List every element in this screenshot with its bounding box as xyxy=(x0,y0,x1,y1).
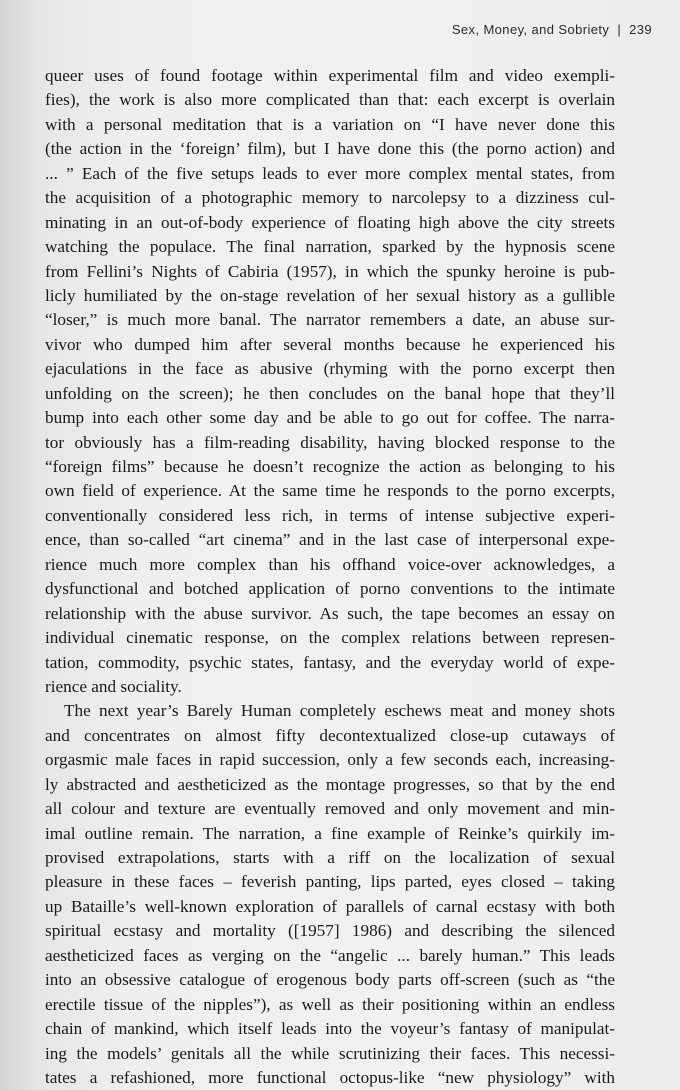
text-line: vivor who dumped him after several months because he experienced his xyxy=(45,334,615,354)
text-line: aestheticized faces as verging on the “angelic ... barely human.” This leads xyxy=(45,945,615,965)
text-line: spiritual ecstasy and mortality ([1957] 1986) and describing the silenced xyxy=(45,921,615,941)
running-head xyxy=(452,22,652,37)
text-line: the acquisition of a photographic memory to narcolepsy to a dizziness cul- xyxy=(45,188,615,208)
body-text xyxy=(45,64,615,1090)
text-line: fies), the work is also more complicated than that: each excerpt is overlain xyxy=(45,90,615,110)
text-line: bump into each other some day and be able to go out for coffee. The narra- xyxy=(45,408,615,428)
text-line: imal outline remain. The narration, a fine example of Reinke’s quirkily im- xyxy=(45,823,615,843)
text-line: up Bataille’s well-known exploration of parallels of carnal ecstasy with both xyxy=(45,896,615,916)
text-line: ence, than so-called “art cinema” and in the last case of interpersonal expe- xyxy=(45,530,615,550)
text-line: provised extrapolations, starts with a riff on the localization of sexual xyxy=(45,848,615,867)
text-line: “foreign films” because he doesn’t recognize the action as belonging to his xyxy=(45,457,615,476)
text-line: The next year’s Barely Human completely eschews meat and money shots xyxy=(64,701,615,721)
text-line: tation, commodity, psychic states, fantasy, and the everyday world of expe- xyxy=(45,652,615,672)
text-line: with a personal meditation that is a variation on “I have never done this xyxy=(45,114,615,134)
text-line: queer uses of found footage within experimental film and video exempli- xyxy=(45,66,615,85)
text-line: (the action in the ‘foreign’ film), but I have done this (the porno action) and xyxy=(45,139,615,159)
text-line: tates a refashioned, more functional octopus-like “new physiology” with xyxy=(45,1067,615,1087)
text-line: rience much more complex than his offhand voice-over acknowledges, a xyxy=(45,554,615,574)
text-line: ing the models’ genitals all the while scrutinizing their faces. This necessi- xyxy=(45,1043,615,1063)
text-line: unfolding on the screen); he then concludes on the banal hope that they’ll xyxy=(45,383,615,403)
text-line: watching the populace. The final narration, sparked by the hypnosis scene xyxy=(45,237,615,257)
text-line: tor obviously has a film-reading disability, having blocked response to the xyxy=(45,432,615,452)
header-separator: | xyxy=(617,22,622,37)
text-line: into an obsessive catalogue of erogenous body parts off-screen (such as “the xyxy=(45,970,615,990)
text-line: orgasmic male faces in rapid succession, only a few seconds each, increasing- xyxy=(45,750,615,770)
text-line: ejaculations in the face as abusive (rhyming with the porno excerpt then xyxy=(45,359,615,379)
text-line: pleasure in these faces – feverish panting, lips parted, eyes closed – taking xyxy=(45,872,615,892)
text-line: ... ” Each of the five setups leads to ever more complex mental states, from xyxy=(45,163,615,183)
text-line: licly humiliated by the on-stage revelation of her sexual history as a gullible xyxy=(45,285,615,305)
text-line: from Fellini’s Nights of Cabiria (1957), in which the spunky heroine is pub- xyxy=(45,261,615,281)
text-line: rience and sociality. xyxy=(45,676,182,696)
page-number: 239 xyxy=(629,22,652,37)
text-line: individual cinematic response, on the complex relations between represen- xyxy=(45,628,615,648)
text-line: ly abstracted and aestheticized as the montage progresses, so that by the end xyxy=(45,774,615,794)
text-line: chain of mankind, which itself leads into the voyeur’s fantasy of manipulat- xyxy=(45,1019,615,1039)
text-line: minating in an out-of-body experience of floating high above the city streets xyxy=(45,212,615,232)
text-line: erectile tissue of the nipples”), as well as their positioning within an endless xyxy=(45,994,615,1014)
text-line: “loser,” is much more banal. The narrator remembers a date, an abuse sur- xyxy=(45,310,615,330)
chapter-title: Sex, Money, and Sobriety xyxy=(451,22,610,37)
text-line: relationship with the abuse survivor. As such, the tape becomes an essay on xyxy=(45,603,615,623)
text-line: all colour and texture are eventually removed and only movement and min- xyxy=(45,799,615,819)
text-line: own field of experience. At the same time he responds to the porno excerpts, xyxy=(45,481,615,501)
text-line: conventionally considered less rich, in terms of intense subjective experi- xyxy=(45,505,615,525)
text-line: dysfunctional and botched application of porno conventions to the intimate xyxy=(45,579,615,599)
text-line: and concentrates on almost fifty decontextualized close-up cutaways of xyxy=(45,725,615,745)
